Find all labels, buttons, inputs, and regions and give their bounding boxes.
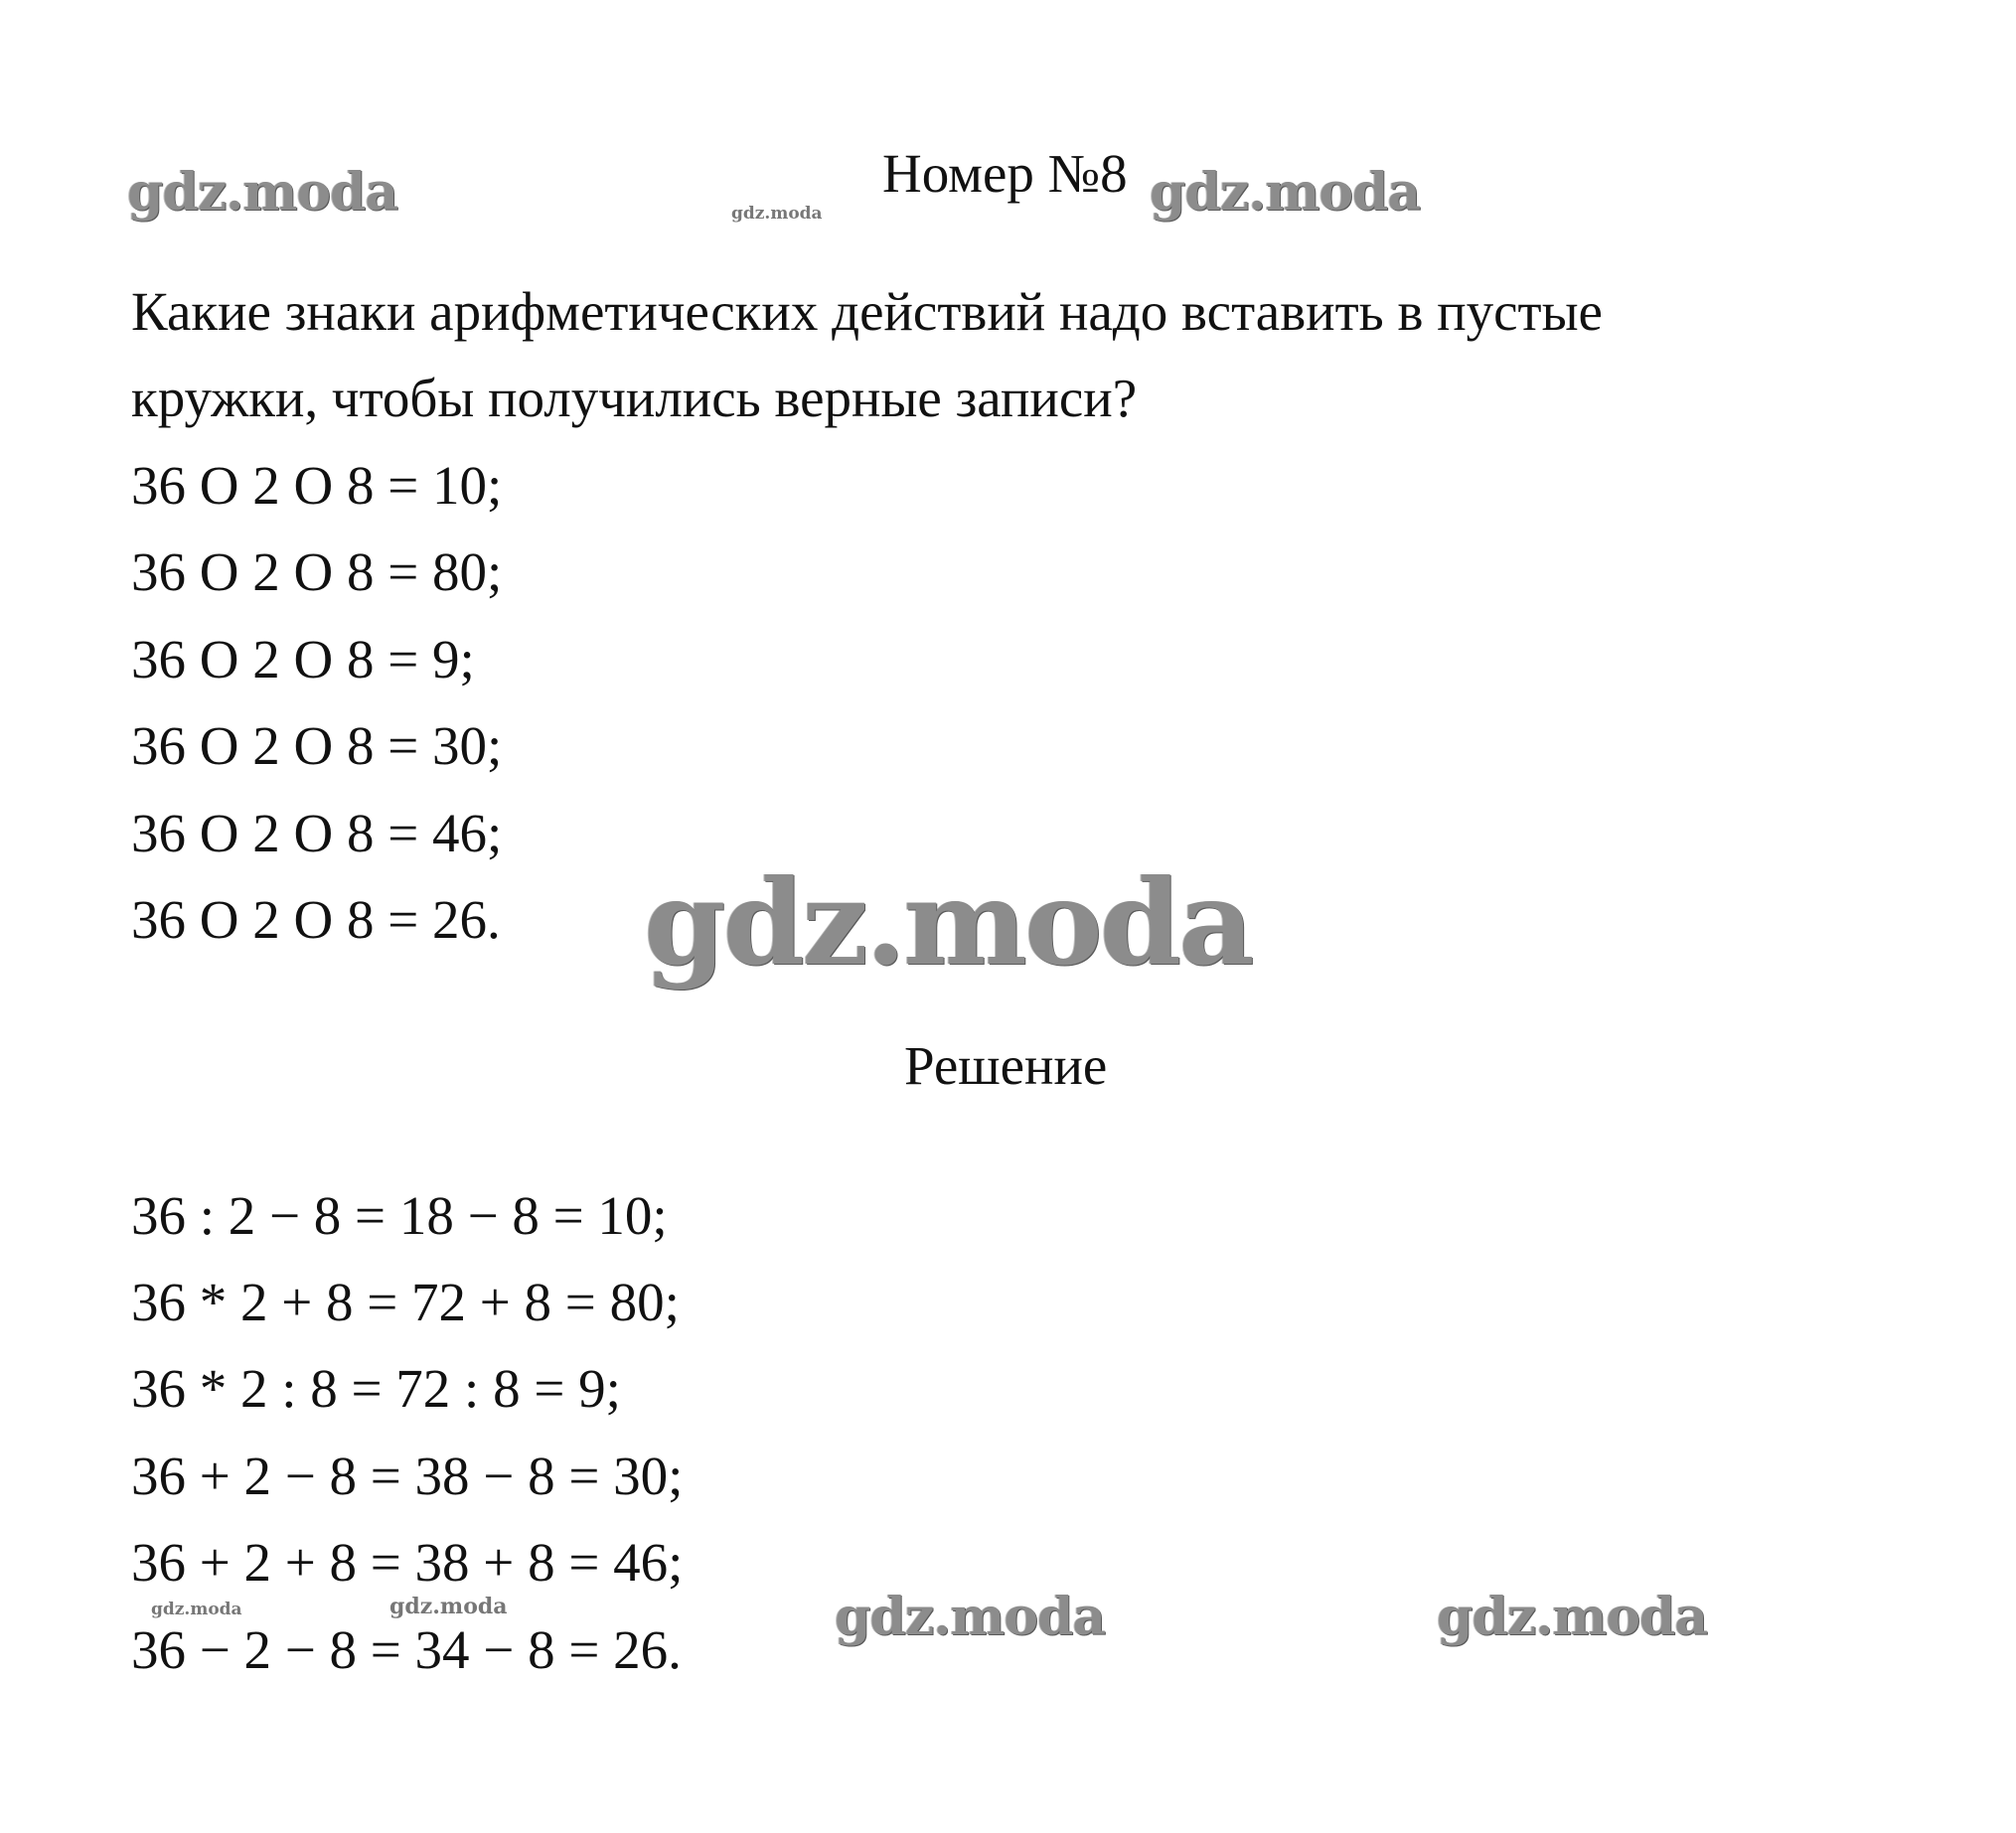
watermark-logo: gdz.moda <box>835 1587 1106 1647</box>
solution-line: 36 + 2 + 8 = 38 + 8 = 46; <box>131 1532 684 1593</box>
solution-line: 36 + 2 − 8 = 38 − 8 = 30; <box>131 1446 684 1506</box>
watermark-logo: gdz.moda <box>389 1594 508 1619</box>
watermark-logo: gdz.moda <box>644 853 1252 992</box>
task-expression: 36 О 2 О 8 = 10; <box>131 455 503 516</box>
task-question-line: кружки, чтобы получились верные записи? <box>131 368 1138 428</box>
solution-heading: Решение <box>904 1035 1108 1096</box>
watermark-logo: gdz.moda <box>1437 1587 1708 1647</box>
task-expression: 36 О 2 О 8 = 80; <box>131 541 503 602</box>
task-expression: 36 О 2 О 8 = 9; <box>131 629 475 689</box>
solution-line: 36 * 2 + 8 = 72 + 8 = 80; <box>131 1272 680 1332</box>
watermark-logo: gdz.moda <box>127 162 398 223</box>
watermark-logo: gdz.moda <box>151 1600 242 1619</box>
task-expression: 36 О 2 О 8 = 30; <box>131 715 503 776</box>
watermark-logo: gdz.moda <box>1150 162 1421 223</box>
watermark-logo: gdz.moda <box>731 204 823 224</box>
solution-line: 36 : 2 − 8 = 18 − 8 = 10; <box>131 1185 668 1246</box>
task-expression: 36 О 2 О 8 = 26. <box>131 889 501 950</box>
solution-line: 36 * 2 : 8 = 72 : 8 = 9; <box>131 1358 621 1419</box>
task-expression: 36 О 2 О 8 = 46; <box>131 803 503 863</box>
solution-line: 36 − 2 − 8 = 34 − 8 = 26. <box>131 1619 682 1680</box>
task-question-line: Какие знаки арифметических действий надо вставить в пустые <box>131 281 1603 342</box>
page-title: Номер №8 <box>882 143 1128 204</box>
